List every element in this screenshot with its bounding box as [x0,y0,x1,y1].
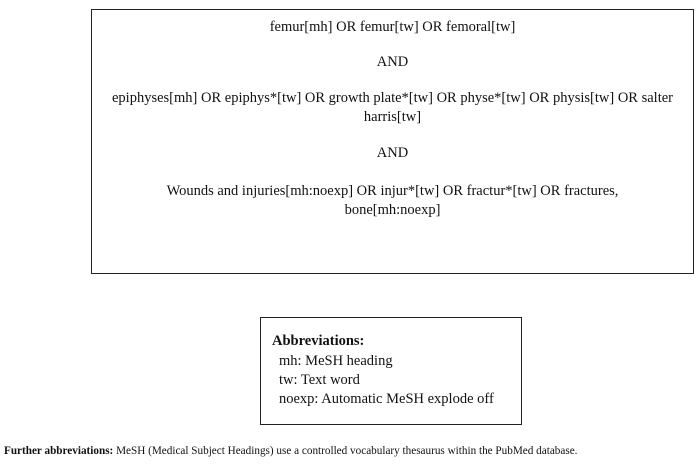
abbreviations-box [260,317,522,425]
abbreviation-noexp: noexp: Automatic MeSH explode off [279,391,494,407]
and-operator-1: AND [376,54,409,70]
abbreviation-tw: tw: Text word [279,372,360,388]
search-block-injuries: Wounds and injuries[mh:noexp] OR injur*[tw] OR fractur*[tw] OR fractures, bone[mh:noexp] [166,183,619,218]
search-strategy-box [91,9,694,274]
search-block-epiphyses: epiphyses[mh] OR epiphys*[tw] OR growth plate*[tw] OR physe*[tw] OR physis[tw] OR salter harris[tw] [112,90,673,125]
footnote-text: MeSH (Medical Subject Headings) use a controlled vocabulary thesaurus within the PubMed database. [113,445,578,457]
further-abbreviations-footnote [4,444,698,458]
footnote-label: Further abbreviations: [4,445,114,457]
abbreviations-title: Abbreviations: [272,333,365,349]
abbreviation-mh: mh: MeSH heading [279,353,393,369]
and-operator-2: AND [376,145,409,161]
search-block-femur: femur[mh] OR femur[tw] OR femoral[tw] [269,19,516,35]
